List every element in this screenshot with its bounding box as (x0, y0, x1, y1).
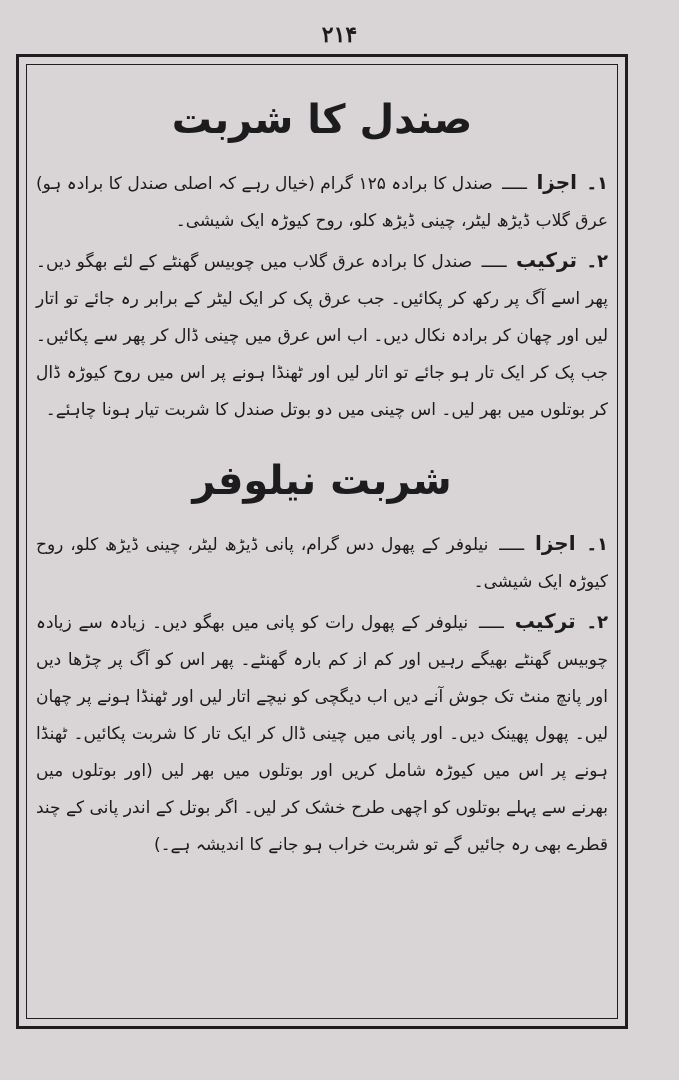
sandal-method: ۲۔ ترکیب ـــــ صندل کا برادہ عرق گلاب میں چوبیس گھنٹے کے لئے بھگو دیں۔ پھر اسے آگ پر رکھ کر پکائیں۔ جب عرق پک کر ایک لیٹر کے برابر رہ جائے تو اتار لیں اور چھان کر برادہ نکال دیں۔ اب اس عرق میں چینی ڈال کر پھر سے پکائیں۔ جب پک کر ایک تار ہو جائے تو اتار لیں اور ٹھنڈا ہونے پر اس میں روح کیوڑہ ڈال کر بوتلوں میں بھر لیں۔ اس چینی میں دو بوتل صندل کا شربت تیار ہونا چاہئے۔ (36, 248, 608, 420)
page-content (36, 80, 608, 1010)
sandal-ingredients-number: ۱۔ (586, 173, 608, 194)
section-title-sandal-sharbat: صندل کا شربت (171, 97, 473, 143)
nilofar-ingredients: ۱۔ اجزا ـــــ نیلوفر کے پھول دس گرام، پانی ڈیڑھ لیٹر، چینی ڈیڑھ کلو، روح کیوڑہ ایک شیشی۔ (36, 531, 609, 592)
nilofar-ingredients-number: ۱۔ (586, 534, 609, 555)
nilofar-ingredients-label: اجزا (535, 531, 576, 555)
sandal-ingredients: ۱۔ اجزا ـــــ صندل کا برادہ ۱۲۵ گرام (خیال رہے کہ اصلی صندل کا برادہ ہو) عرق گلاب ڈیڑھ لیٹر، چینی ڈیڑھ کلو، روح کیوڑہ ایک شیشی۔ (36, 170, 608, 231)
sandal-method-label: ترکیب (516, 248, 577, 272)
nilofar-method-text: نیلوفر کے پھول رات کو پانی میں بھگو دیں۔ زیادہ سے زیادہ چوبیس گھنٹے بھیگے رہیں اور کم از کم بارہ گھنٹے۔ پھر اس کو آگ پر چڑھا دیں اور پانچ منٹ تک جوش آنے دیں اب دیگچی کو نیچے اتار لیں اور ٹھنڈا ہونے پر چھان لیں۔ پھول پھینک دیں۔ اور پانی میں چینی ڈال کر ایک تار کا شربت پکائیں۔ ٹھنڈا ہونے پر اس میں کیوڑہ شامل کریں اور بوتلوں میں بھر لیں (اور بوتلوں میں بھرنے سے پہلے بوتلوں کو اچھی طرح خشک کر لیں۔ اگر بوتل کے اندر پانی کے چند قطرے بھی رہ جائیں گے تو شربت خراب ہو جانے کا اندیشہ ہے۔) (36, 613, 608, 855)
sandal-ingredients-text: صندل کا برادہ ۱۲۵ گرام (خیال رہے کہ اصلی صندل کا برادہ ہو) عرق گلاب ڈیڑھ لیٹر، چینی ڈیڑھ کلو، روح کیوڑہ ایک شیشی۔ (36, 174, 608, 231)
nilofar-method-label: ترکیب (514, 609, 576, 633)
page-number: ۲۱۴ (321, 22, 358, 48)
nilofar-method: ۲۔ ترکیب ـــــ نیلوفر کے پھول رات کو پانی میں بھگو دیں۔ زیادہ سے زیادہ چوبیس گھنٹے بھیگے رہیں اور کم از کم بارہ گھنٹے۔ پھر اس کو آگ پر چڑھا دیں اور پانچ منٹ تک جوش آنے دیں اب دیگچی کو نیچے اتار لیں اور ٹھنڈا ہونے پر چھان لیں۔ پھول پھینک دیں۔ اور پانی میں چینی ڈال کر ایک تار کا شربت پکائیں۔ ٹھنڈا ہونے پر اس میں کیوڑہ شامل کریں اور بوتلوں میں بھر لیں (اور بوتلوں میں بھرنے سے پہلے بوتلوں کو اچھی طرح خشک کر لیں۔ اگر بوتل کے اندر پانی کے چند قطرے بھی رہ جائیں گے تو شربت خراب ہو جانے کا اندیشہ ہے۔) (36, 609, 609, 855)
sandal-ingredients-label: اجزا (536, 170, 578, 194)
sandal-method-text: صندل کا برادہ عرق گلاب میں چوبیس گھنٹے کے لئے بھگو دیں۔ پھر اسے آگ پر رکھ کر پکائیں۔ جب عرق پک کر ایک لیٹر کے برابر رہ جائے تو اتار لیں اور چھان کر برادہ نکال دیں۔ اب اس عرق میں چینی ڈال کر پھر سے پکائیں۔ جب پک کر ایک تار ہو جائے تو اتار لیں اور ٹھنڈا ہونے پر اس میں روح کیوڑہ ڈال کر بوتلوں میں بھر لیں۔ اس چینی میں دو بوتل صندل کا شربت تیار ہونا چاہئے۔ (36, 252, 608, 420)
sandal-method-number: ۲۔ (586, 251, 608, 272)
nilofar-method-number: ۲۔ (586, 612, 609, 633)
nilofar-ingredients-text: نیلوفر کے پھول دس گرام، پانی ڈیڑھ لیٹر، چینی ڈیڑھ کلو، روح کیوڑہ ایک شیشی۔ (36, 535, 608, 592)
section-title-nilofar-sharbat: شربت نیلوفر (192, 458, 452, 504)
